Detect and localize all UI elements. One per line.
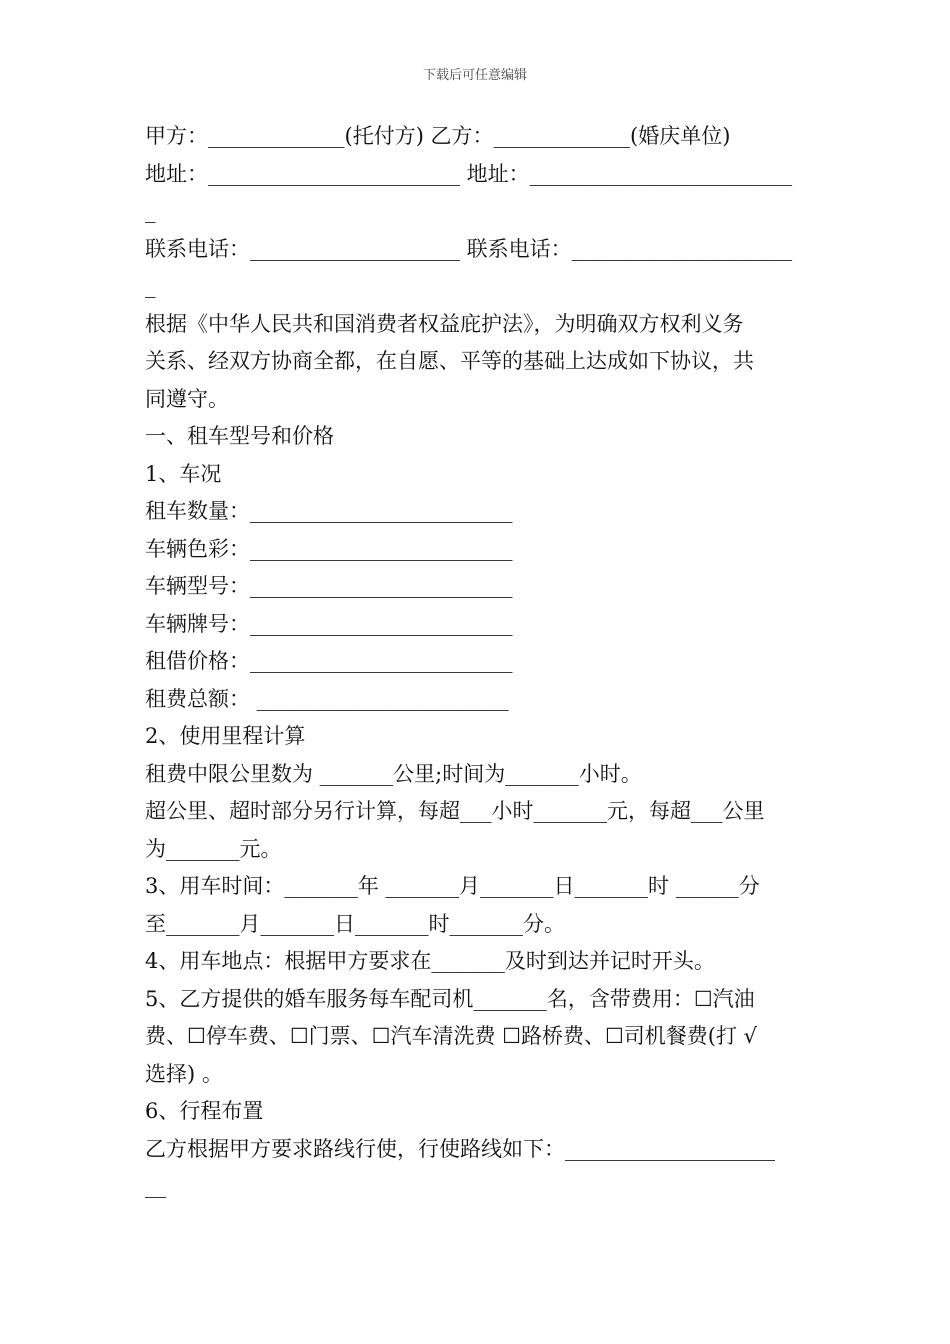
section-1-heading: 一、租车型号和价格 bbox=[145, 424, 334, 448]
route-line-overflow: __ bbox=[145, 1174, 166, 1198]
service-line-1: 5、乙方提供的婚车服务每车配司机_______名，含带费用：☐汽油 bbox=[145, 986, 755, 1011]
mileage-limit-line: 租费中限公里数为 _______公里;时间为_______小时。 bbox=[145, 761, 642, 786]
intro-line-3: 同遵守。 bbox=[145, 386, 229, 411]
usage-time-line-2: 至_______月_______日_______时_______分。 bbox=[145, 911, 565, 936]
contract-body bbox=[145, 118, 810, 1206]
page-header: 下载后可任意编辑 bbox=[422, 68, 527, 83]
subsection-mileage: 2、使用里程计算 bbox=[145, 724, 306, 748]
party-line: 甲方：_____________(托付方) 乙方：_____________(婚庆单位) bbox=[145, 124, 731, 148]
field-plate: 车辆牌号：_________________________ bbox=[145, 611, 513, 636]
field-quantity: 租车数量：_________________________ bbox=[145, 499, 513, 523]
phone-line-overflow: _ bbox=[145, 274, 156, 298]
service-line-2: 费、☐停车费、☐门票、☐汽车清洗费 ☐路桥费、☐司机餐费(打 √ bbox=[145, 1024, 758, 1048]
field-model: 车辆型号：_________________________ bbox=[145, 574, 513, 598]
usage-location-line: 4、用车地点：根据甲方要求在_______及时到达并记时开头。 bbox=[145, 949, 715, 973]
route-line: 乙方根据甲方要求路线行使，行使路线如下：____________________ bbox=[145, 1136, 775, 1161]
address-line-overflow: _ bbox=[145, 199, 156, 223]
address-line: 地址：________________________ 地址：_________________________ bbox=[145, 161, 793, 186]
usage-time-line-1: 3、用车时间：_______年 _______月_______日_______时 ______分 bbox=[145, 874, 760, 898]
field-price: 租借价格：_________________________ bbox=[145, 649, 513, 673]
phone-line: 联系电话：____________________ 联系电话：_____________________ bbox=[145, 236, 793, 261]
service-line-3: 选择) 。 bbox=[145, 1061, 223, 1086]
overage-line-1: 超公里、超时部分另行计算，每超___小时_______元，每超___公里 bbox=[145, 799, 765, 823]
field-total: 租费总额： ________________________ bbox=[145, 686, 509, 711]
intro-line-1: 根据《中华人民共和国消费者权益庇护法》，为明确双方权利义务 bbox=[145, 311, 744, 336]
subsection-vehicle: 1、车况 bbox=[145, 461, 222, 486]
overage-line-2: 为_______元。 bbox=[145, 836, 282, 861]
field-color: 车辆色彩：_________________________ bbox=[145, 536, 513, 561]
subsection-itinerary: 6、行程布置 bbox=[145, 1099, 264, 1123]
intro-line-2: 关系、经双方协商全都，在自愿、平等的基础上达成如下协议，共 bbox=[145, 349, 754, 373]
